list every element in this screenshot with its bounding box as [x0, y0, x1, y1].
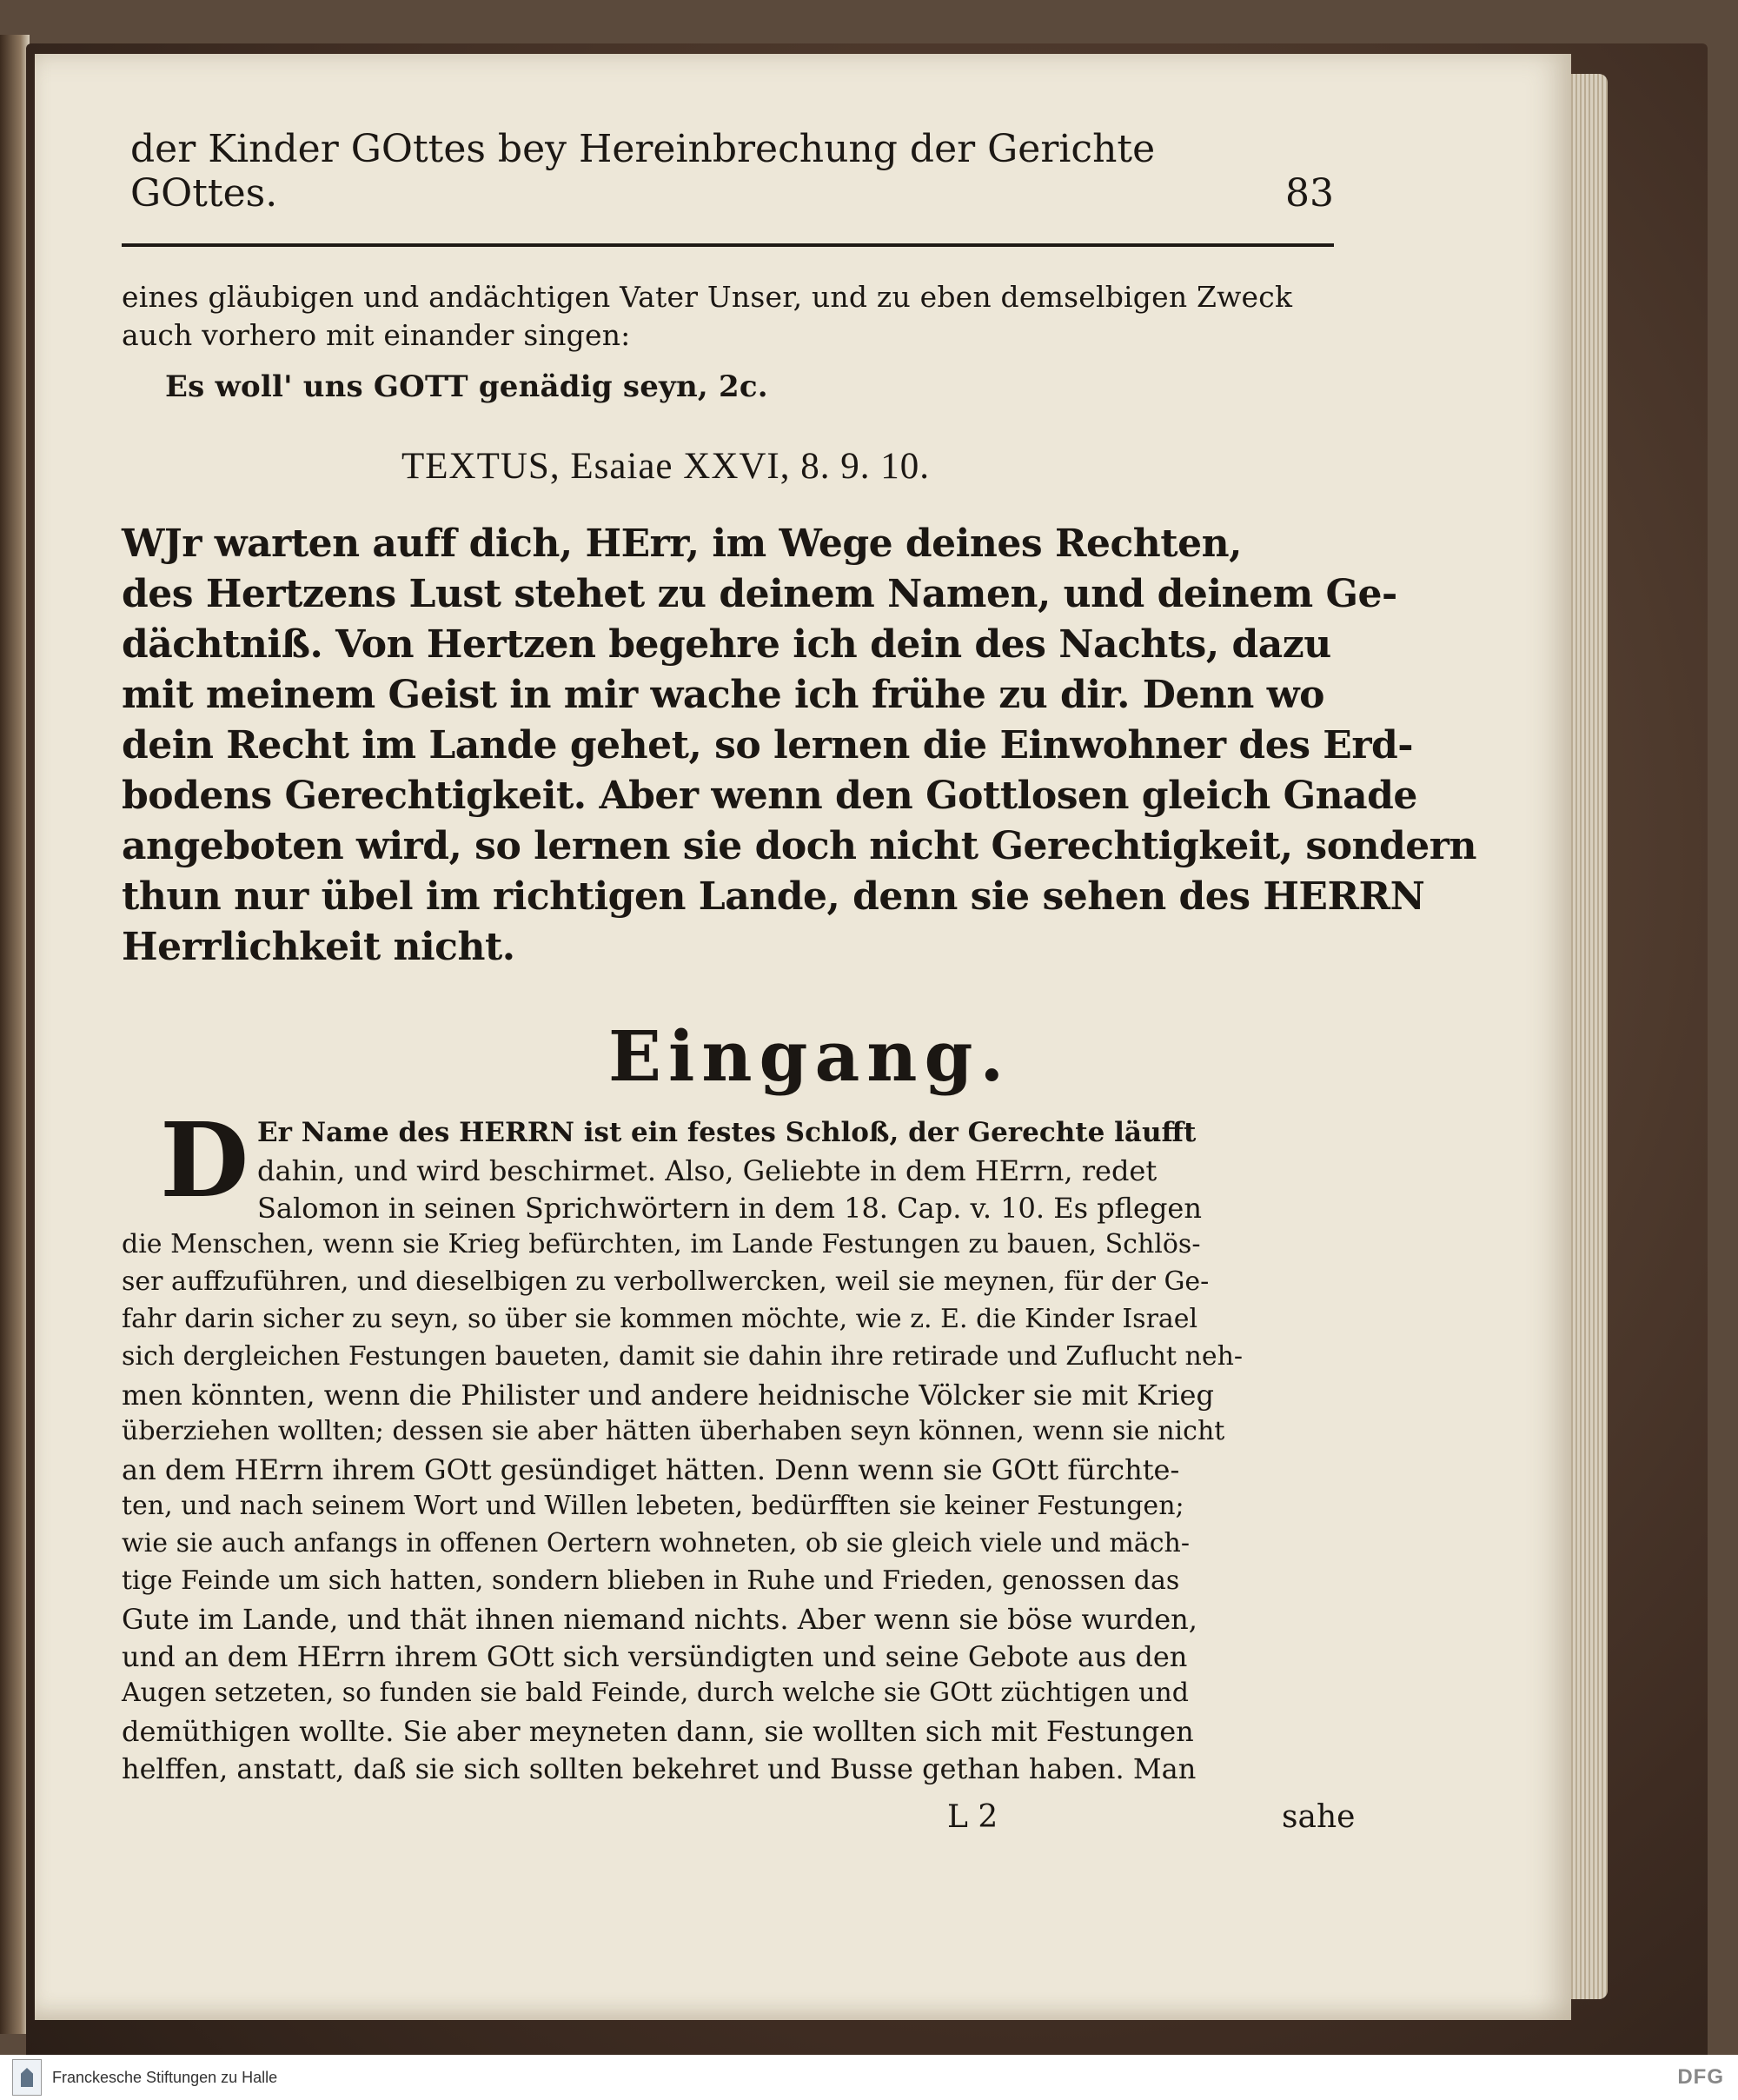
body-line: helffen, anstatt, daß sie sich sollten bekehret und Busse gethan haben. Man	[122, 1752, 1197, 1785]
intro-line-1: eines gläubigen und andächtigen Vater Unser, und zu eben demselbigen Zweck	[122, 280, 1293, 314]
body-line: Gute im Lande, und thät ihnen niemand nichts. Aber wenn sie böse wurden,	[122, 1603, 1197, 1636]
body-line: und an dem HErrn ihrem GOtt sich versündigten und seine Gebote aus den	[122, 1640, 1188, 1673]
drop-initial: D	[160, 1100, 249, 1220]
body-line: men könnten, wenn die Philister und andere heidnische Völcker sie mit Krieg	[122, 1379, 1214, 1412]
hymn-line: Es woll' uns GOTT genädig seyn, 2c.	[165, 369, 768, 404]
institution-name: Franckesche Stiftungen zu Halle	[52, 2068, 278, 2086]
scripture-line: dein Recht im Lande gehet, so lernen die Einwohner des Erd-	[122, 723, 1414, 768]
scripture-line: Herrlichkeit nicht.	[122, 925, 515, 969]
body-line: Salomon in seinen Sprichwörtern in dem 18. Cap. v. 10. Es pflegen	[257, 1192, 1202, 1225]
textus-heading: TEXTUS, Esaiae XXVI, 8. 9. 10.	[401, 446, 931, 487]
body-line: fahr darin sicher zu seyn, so über sie kommen möchte, wie z. E. die Kinder Israel	[122, 1304, 1198, 1334]
scripture-line: bodens Gerechtigkeit. Aber wenn den Gottlosen gleich Gnade	[122, 774, 1417, 818]
catchword: sahe	[1282, 1799, 1356, 1835]
dfg-logo: DFG	[1677, 2065, 1724, 2089]
body-line: demüthigen wollte. Sie aber meyneten dann, sie wollten sich mit Festungen	[122, 1715, 1194, 1748]
viewer-footer	[0, 2055, 1738, 2100]
body-line: überziehen wollten; dessen sie aber hätten überhaben seyn können, wenn sie nicht	[122, 1416, 1225, 1446]
body-line: sich dergleichen Festungen baueten, damit sie dahin ihre retirade und Zuflucht neh-	[122, 1341, 1244, 1372]
signature-mark: L 2	[947, 1799, 998, 1835]
body-line: Augen setzeten, so funden sie bald Feinde, durch welche sie GOtt züchtigen und	[122, 1678, 1189, 1708]
body-line: dahin, und wird beschirmet. Also, Geliebte in dem HErrn, redet	[257, 1154, 1158, 1187]
running-head	[130, 127, 1334, 216]
body-line: wie sie auch anfangs in offenen Oertern wohneten, ob sie gleich viele und mäch-	[122, 1528, 1190, 1558]
body-line: ser auffzuführen, und dieselbigen zu verbollwercken, weil sie meynen, für der Ge-	[122, 1266, 1210, 1297]
footer-institution	[0, 2059, 277, 2096]
body-line: tige Feinde um sich hatten, sondern blieben in Ruhe und Frieden, genossen das	[122, 1565, 1180, 1596]
body-line: an dem HErrn ihrem GOtt gesündiget hätten. Denn wenn sie GOtt fürchte-	[122, 1453, 1180, 1486]
scripture-line: thun nur übel im richtigen Lande, denn sie sehen des HERRN	[122, 874, 1425, 919]
intro-line-2: auch vorhero mit einander singen:	[122, 318, 631, 352]
scripture-line: angeboten wird, so lernen sie doch nicht Gerechtigkeit, sondern	[122, 824, 1476, 868]
body-line: die Menschen, wenn sie Krieg befürchten, im Lande Festungen zu bauen, Schlös-	[122, 1229, 1201, 1259]
body-line: Er Name des HERRN ist ein festes Schloß, der Gerechte läufft	[257, 1117, 1197, 1148]
body-line: ten, und nach seinem Wort und Willen lebeten, bedürfften sie keiner Festungen;	[122, 1491, 1184, 1521]
adjacent-page-edge	[0, 35, 30, 2034]
running-head-title: der Kinder GOttes bey Hereinbrechung der Gerichte GOttes.	[130, 127, 1156, 216]
scripture-line: mit meinem Geist in mir wache ich frühe zu dir. Denn wo	[122, 673, 1324, 717]
section-heading: Eingang.	[608, 1015, 1012, 1097]
scripture-line: dächtniß. Von Hertzen begehre ich dein des Nachts, dazu	[122, 622, 1331, 667]
page-number: 83	[1285, 171, 1334, 216]
francke-foundation-logo-icon	[12, 2059, 42, 2096]
header-rule	[122, 243, 1334, 247]
scripture-line: WJr warten auff dich, HErr, im Wege deines Rechten,	[122, 522, 1242, 566]
scripture-line: des Hertzens Lust stehet zu deinem Namen, und deinem Ge-	[122, 572, 1397, 616]
